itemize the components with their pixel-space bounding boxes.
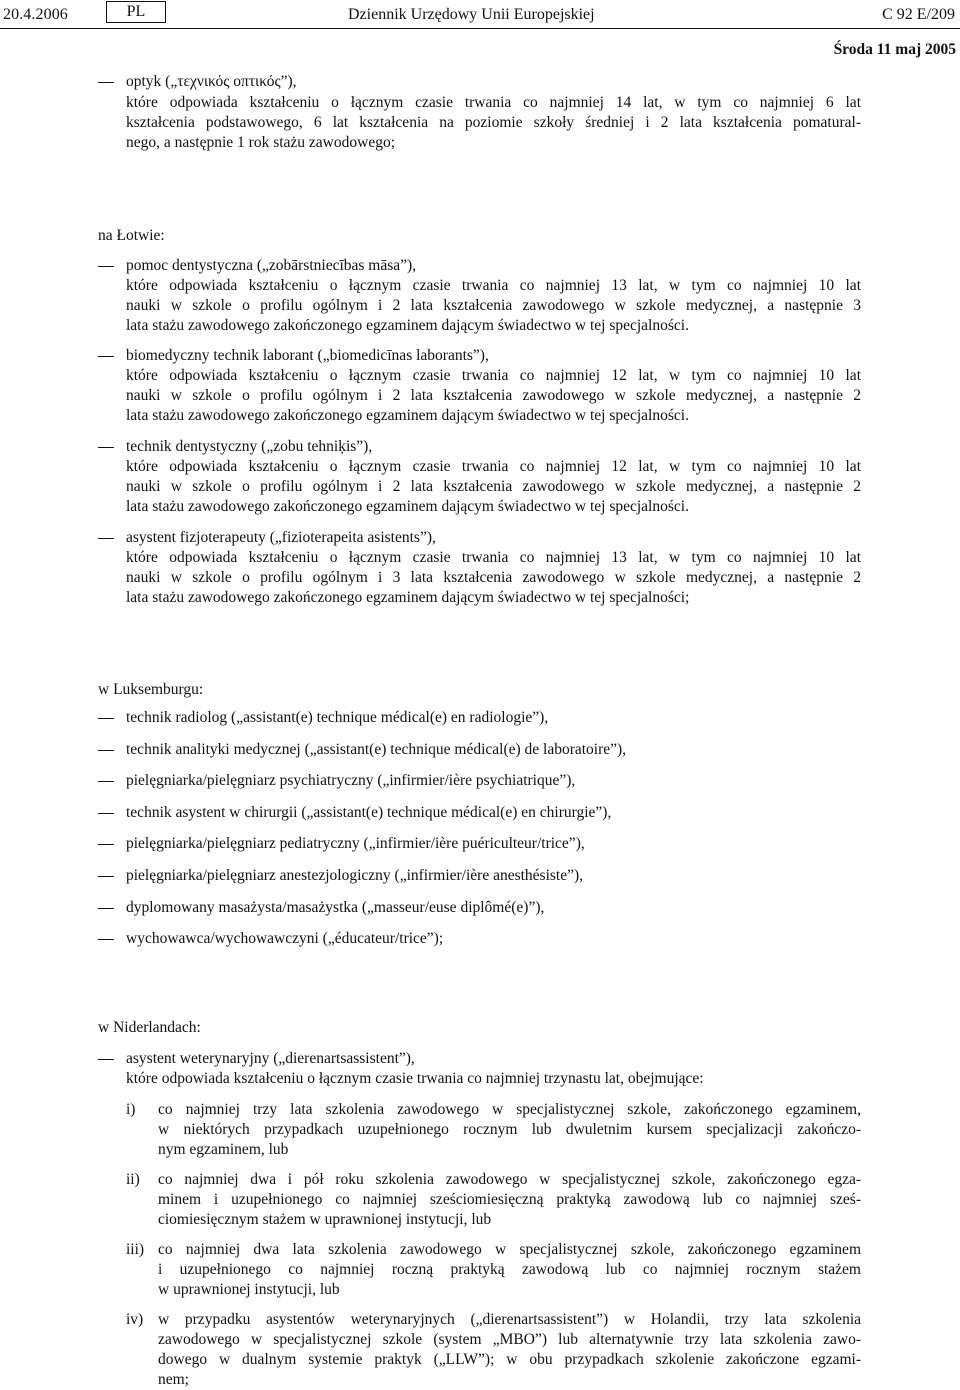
enum-text [158, 1100, 861, 1160]
enum-text [158, 1240, 861, 1300]
item-title: pielęgniarka/pielęgniarz anestezjologiczny („infirmier/ière anesthésiste”), [126, 867, 584, 884]
item-title: pomoc dentystyczna („zobārstniecības māsa”), [126, 257, 417, 274]
em-dash [98, 1059, 114, 1060]
item-title: biomedyczny technik laborant („biomedicīnas laborants”), [126, 347, 489, 364]
em-dash [98, 447, 114, 448]
text-line: które odpowiada kształceniu o łącznym czasie trwania co najmniej 13 lat, w tym co najmniej 10 lat [126, 277, 861, 294]
item-description [126, 276, 861, 336]
journal-reference: C 92 E/209 [882, 6, 955, 23]
text-line: które odpowiada kształceniu o łącznym czasie trwania co najmniej 13 lat, w tym co najmniej 10 lat [126, 549, 861, 566]
text-line: lata stażu zawodowego zakończonego egzaminem dającym świadectwo w tej specjalności. [126, 317, 689, 334]
text-line: dowego w dualnym systemie praktyk („LLW”); w obu przypadkach szkolenie zakończone egzami- [158, 1351, 861, 1368]
text-line: minem i uzupełnionego co najmniej sześciomiesięczną praktyką zawodową lub co najmniej sześ- [158, 1191, 861, 1208]
enum-label: iii) [126, 1241, 145, 1258]
em-dash [98, 939, 114, 940]
text-line: nauki w szkole o profilu ogólnym i 3 lata kształcenia zawodowego w szkole medycznej, a następnie 2 [126, 569, 861, 586]
enum-label: i) [126, 1101, 136, 1118]
item-title: pielęgniarka/pielęgniarz psychiatryczny („infirmier/ière psychiatrique”), [126, 772, 576, 789]
em-dash [98, 876, 114, 877]
em-dash [98, 538, 114, 539]
text-line: które odpowiada kształceniu o łącznym czasie trwania co najmniej trzynastu lat, obejmujące: [126, 1070, 704, 1087]
header-rule [0, 28, 960, 29]
page-header [0, 0, 960, 32]
em-dash [98, 750, 114, 751]
text-line: co najmniej trzy lata szkolenia zawodowego w specjalistycznej szkole, zakończonego egzaminem, [158, 1101, 861, 1118]
item-title: dyplomowany masażysta/masażystka („masseur/euse diplômé(e)”), [126, 899, 545, 916]
em-dash [98, 82, 114, 83]
text-line: nauki w szkole o profilu ogólnym i 2 lata kształcenia zawodowego w szkole medycznej, a następnie 3 [126, 297, 861, 314]
text-line: lata stażu zawodowego zakończonego egzaminem dającym świadectwo w tej specjalności. [126, 498, 689, 515]
text-line: które odpowiada kształceniu o łącznym czasie trwania co najmniej 12 lat, w tym co najmniej 10 lat [126, 458, 861, 475]
em-dash [98, 781, 114, 782]
sitting-date: Środa 11 maj 2005 [833, 41, 956, 58]
em-dash [98, 356, 114, 357]
text-line: nauki w szkole o profilu ogólnym i 2 lata kształcenia zawodowego w szkole medycznej, a następnie 2 [126, 478, 861, 495]
publication-date: 20.4.2006 [3, 6, 68, 23]
text-line: nauki w szkole o profilu ogólnym i 2 lata kształcenia zawodowego w szkole medycznej, a następnie 2 [126, 387, 861, 404]
language-box: PL [106, 1, 166, 23]
item-title: asystent weterynaryjny („dierenartsassistent”), [126, 1050, 415, 1067]
item-title: wychowawca/wychowawczyni („éducateur/trice”); [126, 930, 444, 947]
item-title: technik analityki medycznej („assistant(e) technique médical(e) de laboratoire”), [126, 741, 627, 758]
text-line: nym egzaminem, lub [158, 1141, 289, 1158]
text-line: co najmniej dwa i pół roku szkolenia zawodowego w specjalistycznej szkole, zakończonego egza- [158, 1171, 861, 1188]
item-description [126, 93, 861, 153]
em-dash [98, 718, 114, 719]
text-line: kształcenia podstawowego, 6 lat kształcenia na poziomie szkoły średniej i 2 lata kształcenia pomatural- [126, 114, 861, 131]
text-line: zawodowego w specjalistycznej szkole (system „MBO”) lub alternatywnie trzy lata szkolenia zawo- [158, 1331, 861, 1348]
enum-text [158, 1170, 861, 1230]
item-title: asystent fizjoterapeuty („fizioterapeita asistents”), [126, 529, 436, 546]
item-title: technik radiolog („assistant(e) technique médical(e) en radiologie”), [126, 709, 549, 726]
enum-label: iv) [126, 1311, 144, 1328]
text-line: które odpowiada kształceniu o łącznym czasie trwania co najmniej 12 lat, w tym co najmniej 10 lat [126, 367, 861, 384]
text-line: co najmniej dwa lata szkolenia zawodowego w specjalistycznej szkole, zakończonego egzaminem [158, 1241, 861, 1258]
item-description [126, 1069, 861, 1089]
text-line: które odpowiada kształceniu o łącznym czasie trwania co najmniej 14 lat, w tym co najmniej 6 lat [126, 94, 861, 111]
item-description [126, 366, 861, 426]
text-line: w niektórych przypadkach uzupełnionego rocznym lub dwuletnim kursem specjalizacji zakończo- [158, 1121, 861, 1138]
country-heading: na Łotwie: [98, 227, 165, 244]
item-description [126, 457, 861, 517]
text-line: w uprawnionej instytucji, lub [158, 1281, 340, 1298]
em-dash [98, 813, 114, 814]
text-line: nem; [158, 1371, 189, 1388]
text-line: lata stażu zawodowego zakończonego egzaminem dającym świadectwo w tej specjalności; [126, 589, 690, 606]
item-title: technik dentystyczny („zobu tehniķis”), [126, 438, 373, 455]
text-line: nego, a następnie 1 rok stażu zawodowego; [126, 134, 396, 151]
country-heading: w Niderlandach: [98, 1019, 201, 1036]
item-title: optyk („τεχνικός οπτικός”), [126, 73, 297, 90]
enum-text [158, 1310, 861, 1390]
text-line: ciomiesięcznym stażem w uprawnionej instytucji, lub [158, 1211, 492, 1228]
item-title: pielęgniarka/pielęgniarz pediatryczny („infirmier/ière puériculteur/trice”), [126, 835, 585, 852]
text-line: w przypadku asystentów weterynaryjnych („dierenartsassistent”) w Holandii, trzy lata szkolenia [158, 1311, 861, 1328]
enum-label: ii) [126, 1171, 140, 1188]
item-description [126, 548, 861, 608]
journal-title: Dziennik Urzędowy Unii Europejskiej [348, 6, 595, 23]
em-dash [98, 908, 114, 909]
em-dash [98, 844, 114, 845]
em-dash [98, 266, 114, 267]
text-line: lata stażu zawodowego zakończonego egzaminem dającym świadectwo w tej specjalności. [126, 407, 689, 424]
country-heading: w Luksemburgu: [98, 681, 204, 698]
text-line: i uzupełnionego co najmniej roczną praktyką zawodową lub co najmniej rocznym stażem [158, 1261, 861, 1278]
item-title: technik asystent w chirurgii („assistant(e) technique médical(e) en chirurgie”), [126, 804, 612, 821]
